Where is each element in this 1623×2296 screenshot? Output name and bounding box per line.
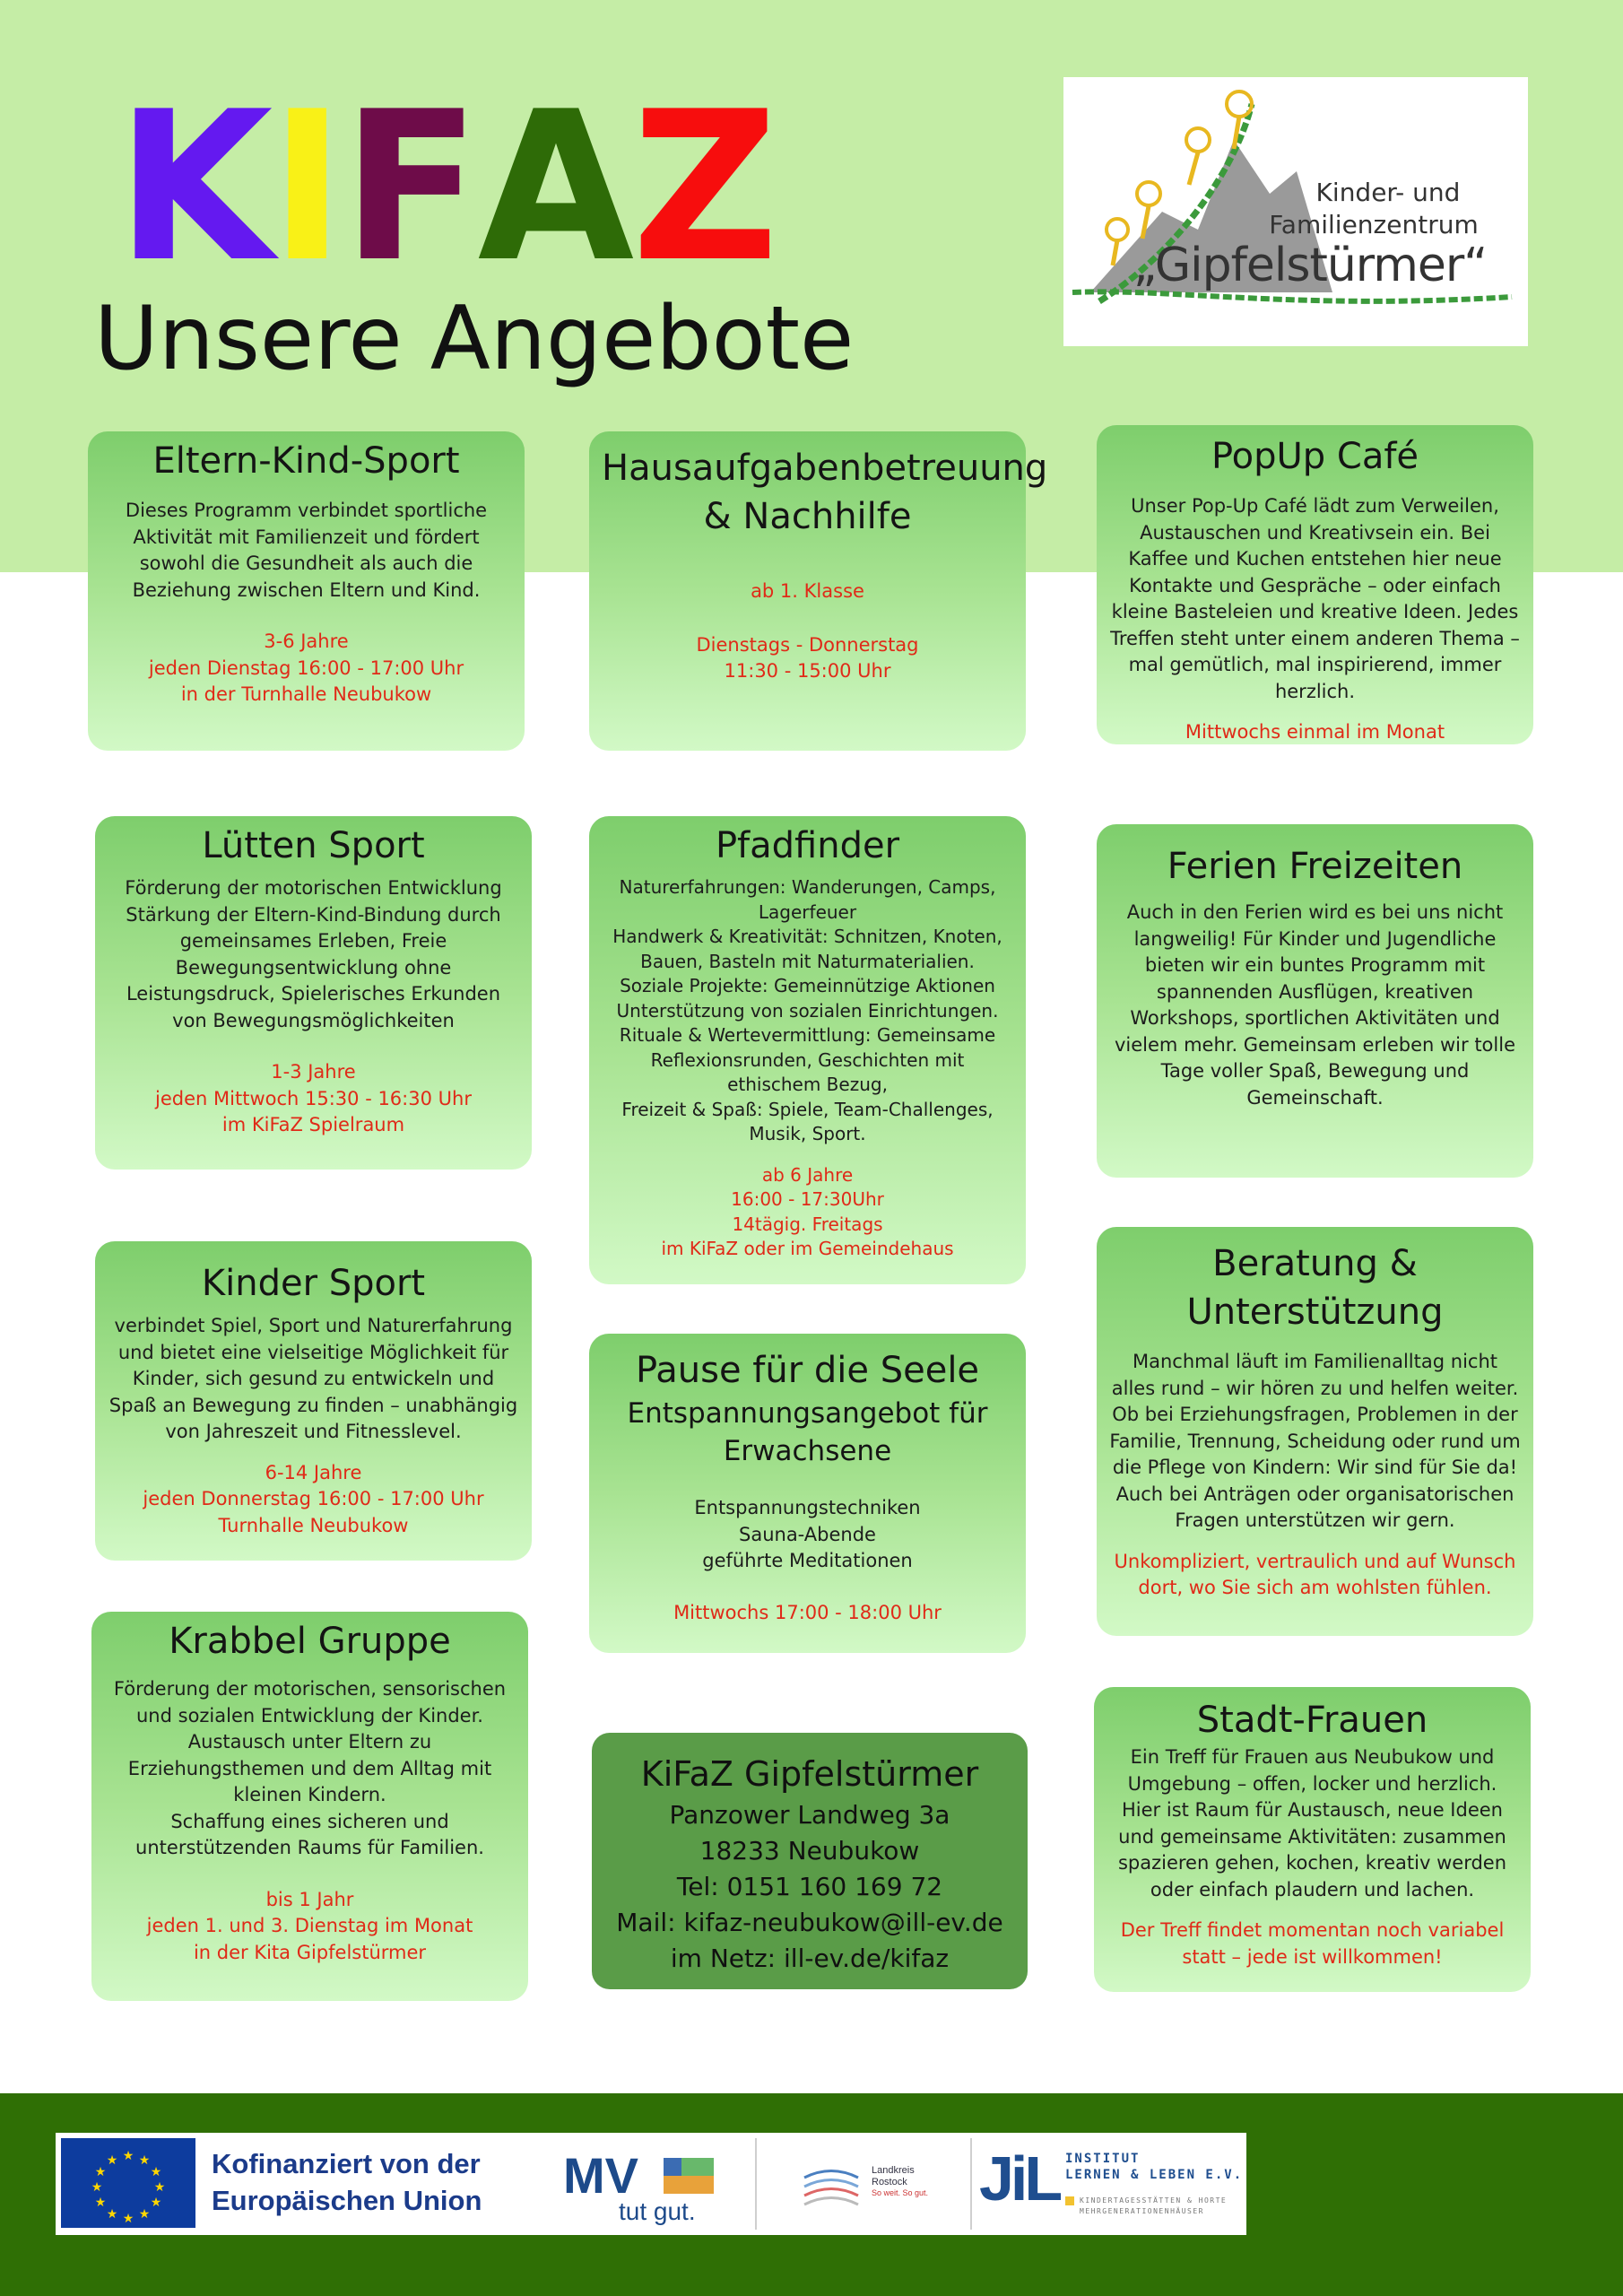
card-time: Mittwochs einmal im Monat xyxy=(1185,721,1445,743)
card-line: Naturerfahrungen: Wanderungen, Camps, Lagerfeuer xyxy=(619,876,996,923)
card-frequency: 14tägig. Freitags xyxy=(732,1213,883,1235)
jil-name-line1: INSTITUT xyxy=(1065,2152,1141,2166)
card-title: Stadt-Frauen xyxy=(1196,1700,1428,1741)
svg-text:★: ★ xyxy=(122,2212,135,2226)
jil-sub-line2: MEHRGENERATIONENHÄUSER xyxy=(1080,2207,1204,2215)
mv-flag-icon xyxy=(664,2158,714,2194)
card-krabbel-gruppe xyxy=(91,1612,528,2001)
card-line: Rituale & Wertevermittlung: Gemeinsame Reflexionsrunden, Geschichten mit ethischem Bezug, xyxy=(619,1024,996,1095)
card-title-line2: Unterstützung xyxy=(1186,1292,1444,1333)
sponsor-strip xyxy=(56,2133,1246,2235)
landkreis-line1: Landkreis xyxy=(872,2165,915,2176)
jil-logo xyxy=(979,2140,1245,2228)
gipfelstuermer-logo xyxy=(1063,77,1528,346)
card-description: Auch in den Ferien wird es bei uns nicht langweilig! Für Kinder und Jugendliche bieten wir ein buntes Programm mit spannenden Ausflügen, kreativen Workshops, sportlichen Aktivitäten und vielem mehr. Gemeinsam erleben wir tolle Tage voller Spaß, Bewegung und Gemeinschaft. xyxy=(1115,901,1515,1109)
card-line: Soziale Projekte: Gemeinnützige Aktionen Unterstützung von sozialen Einrichtungen. xyxy=(616,975,999,1022)
square-icon xyxy=(1065,2196,1074,2205)
card-title: Pause für die Seele xyxy=(635,1350,980,1391)
card-age: ab 1. Klasse xyxy=(751,580,864,602)
card-title: PopUp Café xyxy=(1211,436,1419,477)
card-place: Turnhalle Neubukow xyxy=(218,1514,409,1536)
card-title: Eltern-Kind-Sport xyxy=(152,440,460,482)
card-time: 11:30 - 15:00 Uhr xyxy=(724,660,891,682)
card-hausaufgaben xyxy=(589,431,1048,751)
eu-flag-icon xyxy=(61,2138,195,2228)
card-title: Kinder Sport xyxy=(201,1263,426,1304)
svg-text:★: ★ xyxy=(122,2149,135,2163)
jil-logo-mark: JiL xyxy=(979,2144,1060,2213)
card-time: 16:00 - 17:30Uhr xyxy=(731,1188,884,1210)
kifaz-logo xyxy=(115,68,774,308)
card-description-2: Schaffung eines sicheren und unterstützenden Raums für Familien. xyxy=(135,1810,484,1858)
card-title-line2: & Nachhilfe xyxy=(703,496,912,537)
card-note: Der Treff findet momentan noch variabel statt – jede ist willkommen! xyxy=(1120,1919,1505,1968)
landkreis-rostock-logo xyxy=(800,2160,961,2213)
card-title: Pfadfinder xyxy=(715,825,900,866)
landkreis-name xyxy=(872,2165,915,2188)
card-age: bis 1 Jahr xyxy=(265,1888,354,1910)
logo-text-line3: „Gipfelstürmer“ xyxy=(1133,239,1488,292)
svg-text:★: ★ xyxy=(138,2207,151,2222)
svg-text:★: ★ xyxy=(150,2196,162,2210)
svg-text:★: ★ xyxy=(94,2196,107,2210)
card-description: verbindet Spiel, Sport und Naturerfahrung und bietet eine vielseitige Möglichkeit für Kinder, sich gesund zu entwickeln und Spaß an Bewegung zu finden – unabhängig von Jahreszeit und Fitnesslevel. xyxy=(108,1315,518,1442)
card-age: 1-3 Jahre xyxy=(271,1061,356,1083)
eu-cofinance-text xyxy=(212,2145,482,2219)
card-pause-fuer-die-seele xyxy=(589,1334,1026,1653)
contact-web[interactable]: im Netz: ill-ev.de/kifaz xyxy=(670,1944,950,1973)
card-line: geführte Meditationen xyxy=(702,1550,913,1571)
svg-text:★: ★ xyxy=(106,2207,118,2222)
card-description: Unser Pop-Up Café lädt zum Verweilen, Austauschen und Kreativsein ein. Bei Kaffee und Kuchen entstehen hier neue Kontakte und Gespräche – oder einfach kleine Basteleien und kreative Ideen. Jedes Treffen steht unter einem anderen Thema – mal gemütlich, mal inspirierend, immer herzlich. xyxy=(1110,495,1520,702)
card-age: ab 6 Jahre xyxy=(761,1163,854,1186)
contact-phone[interactable]: Tel: 0151 160 169 72 xyxy=(676,1872,943,1901)
card-place: in der Kita Gipfelstürmer xyxy=(193,1941,427,1963)
divider xyxy=(970,2138,972,2230)
contact-street: Panzower Landweg 3a xyxy=(669,1800,950,1830)
svg-text:★: ★ xyxy=(153,2180,166,2195)
card-beratung xyxy=(1097,1227,1533,1636)
card-time: jeden Dienstag 16:00 - 17:00 Uhr xyxy=(148,657,464,679)
card-stadt-frauen xyxy=(1094,1687,1531,1992)
card-age: 6-14 Jahre xyxy=(265,1461,362,1483)
contact-city: 18233 Neubukow xyxy=(699,1836,920,1866)
card-title: Krabbel Gruppe xyxy=(169,1621,451,1662)
mv-slogan: tut gut. xyxy=(619,2197,696,2225)
card-place: in der Turnhalle Neubukow xyxy=(180,683,432,705)
card-line: Handwerk & Kreativität: Schnitzen, Knoten, Bauen, Basteln mit Naturmaterialien. xyxy=(612,926,1002,972)
card-title-line1: Beratung & xyxy=(1212,1243,1418,1284)
card-time: Mittwochs 17:00 - 18:00 Uhr xyxy=(673,1601,942,1623)
jil-subtitle xyxy=(1065,2196,1227,2217)
svg-text:★: ★ xyxy=(106,2153,118,2168)
page-title: Unsere Angebote xyxy=(94,288,855,390)
svg-text:★: ★ xyxy=(150,2165,162,2179)
card-line: Freizeit & Spaß: Spiele, Team-Challenges, Musik, Sport. xyxy=(621,1098,994,1144)
jil-sub-line1: KINDERTAGESSTÄTTEN & HORTE xyxy=(1080,2196,1228,2205)
mv-logo-mark: MV xyxy=(563,2147,638,2204)
card-subtitle-line1: Entspannungsangebot für xyxy=(627,1397,988,1430)
card-age: 3-6 Jahre xyxy=(264,631,349,652)
card-pfadfinder xyxy=(589,816,1026,1284)
eu-text-line1: Kofinanziert von der xyxy=(212,2148,481,2179)
logo-text-line2: Familienzentrum xyxy=(1269,210,1479,239)
logo-text-line1: Kinder- und xyxy=(1315,178,1461,207)
card-description: Manchmal läuft im Familienalltag nicht alles rund – wir hören zu und helfen weiter. Ob bei Erziehungsfragen, Problemen in der Familie, Trennung, Scheidung oder rund um die Pflege von Kindern: Wir sind für Sie da! Auch bei Anträgen oder organisatorischen Fragen unterstützen wir gern. xyxy=(1109,1351,1521,1531)
card-note: Unkompliziert, vertraulich und auf Wunsch dort, wo Sie sich am wohlsten fühlen. xyxy=(1114,1550,1516,1598)
card-time: jeden Donnerstag 16:00 - 17:00 Uhr xyxy=(143,1488,484,1509)
card-title: Lütten Sport xyxy=(202,825,425,866)
kifaz-letter-z: Z xyxy=(631,68,774,308)
card-title: Ferien Freizeiten xyxy=(1167,846,1463,887)
card-place: im KiFaZ Spielraum xyxy=(221,1114,405,1135)
mv-logo xyxy=(563,2149,742,2230)
eu-text-line2: Europäischen Union xyxy=(212,2185,482,2216)
kifaz-letter-i: I xyxy=(270,68,341,308)
card-line: Sauna-Abende xyxy=(739,1523,876,1545)
landkreis-slogan: So weit. So gut. xyxy=(872,2188,929,2197)
card-title-line1: Hausaufgabenbetreuung xyxy=(602,448,1048,489)
card-kinder-sport xyxy=(95,1241,532,1561)
card-time: jeden Mittwoch 15:30 - 16:30 Uhr xyxy=(155,1087,472,1109)
card-description: Förderung der motorischen, sensorischen und sozialen Entwicklung der Kinder. Austausch unter Eltern zu Erziehungsthemen und dem Alltag mit kleinen Kindern. xyxy=(113,1678,507,1805)
card-description: Ein Treff für Frauen aus Neubukow und Umgebung – offen, locker und herzlich. Hier ist Raum für Austausch, neue Ideen und gemeinsame Aktivitäten: zusammen spazieren gehen, kochen, kreativ werden oder einfach plaudern und lachen. xyxy=(1117,1746,1507,1900)
card-time: jeden 1. und 3. Dienstag im Monat xyxy=(146,1915,473,1936)
divider xyxy=(755,2138,757,2230)
card-popup-cafe xyxy=(1097,425,1533,744)
card-line: Entspannungstechniken xyxy=(694,1497,921,1518)
landkreis-line2: Rostock xyxy=(872,2177,907,2187)
kifaz-letter-a: A xyxy=(477,68,629,308)
svg-text:★: ★ xyxy=(138,2153,151,2168)
card-subtitle-line2: Erwachsene xyxy=(723,1435,892,1467)
kifaz-letter-k: K xyxy=(116,68,268,308)
svg-text:★: ★ xyxy=(94,2165,107,2179)
contact-name: KiFaZ Gipfelstürmer xyxy=(640,1754,979,1794)
card-eltern-kind-sport xyxy=(88,431,525,751)
card-description: Dieses Programm verbindet sportliche Aktivität mit Familienzeit und fördert sowohl die Gesundheit als auch die Beziehung zwischen Eltern und Kind. xyxy=(125,500,488,601)
card-ferien-freizeiten xyxy=(1097,824,1533,1178)
card-place: im KiFaZ oder im Gemeindehaus xyxy=(661,1238,954,1259)
kifaz-letter-f: F xyxy=(342,68,475,308)
card-lutten-sport xyxy=(95,816,532,1170)
contact-mail[interactable]: Mail: kifaz-neubukow@ill-ev.de xyxy=(616,1908,1003,1937)
card-days: Dienstags - Donnerstag xyxy=(696,633,919,656)
landkreis-wave-icon xyxy=(800,2160,863,2213)
jil-name-line2: LERNEN & LEBEN E.V. xyxy=(1065,2168,1244,2182)
card-description: Förderung der motorischen Entwicklung Stärkung der Eltern-Kind-Bindung durch gemeinsames Erleben, Freie Bewegungsentwicklung ohne Leistungsdruck, Spielerisches Erkunden von Bewegungsmöglichkeiten xyxy=(125,877,502,1031)
jil-name xyxy=(1065,2151,1243,2183)
contact-box xyxy=(592,1733,1028,1989)
svg-text:★: ★ xyxy=(91,2180,103,2195)
